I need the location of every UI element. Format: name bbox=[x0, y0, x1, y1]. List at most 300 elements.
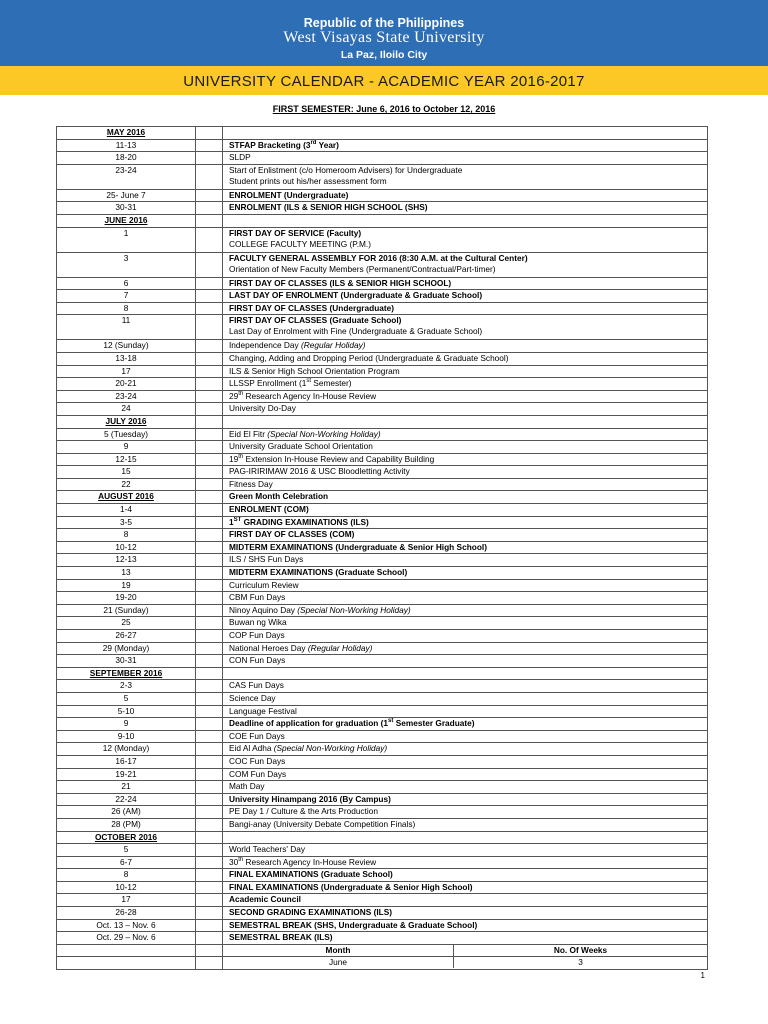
spacer-cell bbox=[196, 630, 223, 643]
event-note: (Special Non-Working Holiday) bbox=[297, 604, 411, 615]
date-cell: 12-13 bbox=[57, 554, 196, 567]
table-row bbox=[57, 844, 708, 857]
event-cell bbox=[223, 554, 708, 567]
spacer-cell bbox=[196, 415, 223, 428]
spacer-cell bbox=[196, 869, 223, 882]
event-superscript: st bbox=[388, 718, 394, 725]
event-cell bbox=[223, 290, 708, 303]
table-row bbox=[57, 881, 708, 894]
spacer-cell bbox=[196, 680, 223, 693]
event-cell bbox=[223, 164, 708, 189]
event-cell bbox=[223, 768, 708, 781]
event-text-cont: Research Agency In-House Review bbox=[243, 390, 377, 401]
date-cell: 11 bbox=[57, 315, 196, 340]
event-cell bbox=[223, 202, 708, 215]
event-cell bbox=[223, 730, 708, 743]
date-cell: 17 bbox=[57, 365, 196, 378]
event-line bbox=[229, 920, 707, 931]
event-line bbox=[229, 340, 707, 351]
event-cell bbox=[223, 579, 708, 592]
event-text: 29 bbox=[229, 390, 239, 401]
event-text: Start of Enlistment (c/o Homeroom Advisers) for Undergraduate bbox=[229, 164, 463, 175]
event-cell bbox=[223, 516, 708, 529]
event-line bbox=[229, 756, 707, 767]
month-row bbox=[57, 831, 708, 844]
event-text: Academic Council bbox=[229, 894, 301, 905]
table-row bbox=[57, 755, 708, 768]
table-row bbox=[57, 390, 708, 403]
spacer-cell bbox=[196, 365, 223, 378]
event-line bbox=[229, 781, 707, 792]
table-row bbox=[57, 705, 708, 718]
event-text: COE Fun Days bbox=[229, 730, 285, 741]
spacer-cell bbox=[196, 491, 223, 504]
date-cell: 5 (Tuesday) bbox=[57, 428, 196, 441]
event-cell bbox=[223, 529, 708, 542]
event-text: FACULTY GENERAL ASSEMBLY FOR 2016 (8:30 A.M. at the Cultural Center) bbox=[229, 252, 528, 263]
event-cell bbox=[223, 667, 708, 680]
calendar-title: UNIVERSITY CALENDAR - ACADEMIC YEAR 2016-2017 bbox=[183, 73, 585, 90]
event-cell bbox=[223, 642, 708, 655]
event-note: (Regular Holiday) bbox=[300, 340, 366, 351]
spacer-cell bbox=[196, 567, 223, 580]
date-cell: 5 bbox=[57, 692, 196, 705]
event-line bbox=[229, 441, 707, 452]
event-text: FIRST DAY OF CLASSES (Undergraduate) bbox=[229, 302, 395, 313]
spacer-cell bbox=[196, 214, 223, 227]
date-cell: 23-24 bbox=[57, 164, 196, 189]
event-line bbox=[229, 617, 707, 628]
event-text: FINAL EXAMINATIONS (Undergraduate & Senior High School) bbox=[229, 881, 473, 892]
table-row bbox=[57, 541, 708, 554]
event-text: ENROLMENT (Undergraduate) bbox=[229, 189, 349, 200]
spacer-cell bbox=[196, 252, 223, 277]
spacer-cell bbox=[196, 755, 223, 768]
event-cell bbox=[223, 504, 708, 517]
date-cell: 2-3 bbox=[57, 680, 196, 693]
spacer-cell bbox=[196, 290, 223, 303]
event-superscript: st bbox=[306, 378, 311, 385]
event-line bbox=[229, 907, 707, 918]
table-row bbox=[57, 768, 708, 781]
month-row bbox=[57, 415, 708, 428]
table-row bbox=[57, 869, 708, 882]
spacer-cell bbox=[196, 302, 223, 315]
table-row bbox=[57, 478, 708, 491]
date-cell: 30-31 bbox=[57, 655, 196, 668]
spacer-cell bbox=[196, 227, 223, 252]
event-text: 19 bbox=[229, 453, 239, 464]
event-text: Ninoy Aquino Day bbox=[229, 604, 298, 615]
spacer-cell bbox=[196, 315, 223, 340]
event-cell bbox=[223, 352, 708, 365]
event-cell bbox=[223, 277, 708, 290]
date-cell: 6-7 bbox=[57, 856, 196, 869]
spacer-cell bbox=[196, 919, 223, 932]
spacer-cell bbox=[196, 730, 223, 743]
event-cell bbox=[223, 869, 708, 882]
event-line bbox=[229, 731, 707, 742]
spacer-cell bbox=[196, 768, 223, 781]
event-line bbox=[229, 353, 707, 364]
spacer-cell bbox=[196, 139, 223, 152]
date-cell: 6 bbox=[57, 277, 196, 290]
event-cell bbox=[223, 466, 708, 479]
event-line bbox=[229, 517, 707, 528]
date-cell: 26-27 bbox=[57, 630, 196, 643]
spacer-cell bbox=[196, 516, 223, 529]
event-text: Fitness Day bbox=[229, 478, 273, 489]
table-row bbox=[57, 642, 708, 655]
event-cell bbox=[223, 403, 708, 416]
event-cell bbox=[223, 541, 708, 554]
table-row bbox=[57, 340, 708, 353]
event-cell bbox=[223, 378, 708, 391]
event-text: ENROLMENT (ILS & SENIOR HIGH SCHOOL (SHS) bbox=[229, 202, 428, 213]
event-line bbox=[229, 454, 707, 465]
date-cell: 24 bbox=[57, 403, 196, 416]
event-text: SEMESTRAL BREAK (ILS) bbox=[229, 932, 333, 943]
event-line bbox=[229, 228, 707, 239]
table-row bbox=[57, 504, 708, 517]
event-cell bbox=[223, 592, 708, 605]
event-text: PAG-IRIRIMAW 2016 & USC Bloodletting Activity bbox=[229, 466, 410, 477]
spacer-cell bbox=[196, 831, 223, 844]
spacer-cell bbox=[57, 957, 196, 970]
event-text: SECOND GRADING EXAMINATIONS (ILS) bbox=[229, 907, 393, 918]
event-cell bbox=[223, 894, 708, 907]
event-cell bbox=[223, 630, 708, 643]
date-cell: SEPTEMBER 2016 bbox=[57, 667, 196, 680]
event-line bbox=[229, 894, 707, 905]
event-line bbox=[229, 567, 707, 578]
table-row bbox=[57, 567, 708, 580]
table-row bbox=[57, 554, 708, 567]
date-cell: 30-31 bbox=[57, 202, 196, 215]
event-text: COM Fun Days bbox=[229, 768, 287, 779]
event-text: MIDTERM EXAMINATIONS (Graduate School) bbox=[229, 567, 408, 578]
event-line bbox=[229, 580, 707, 591]
event-text: ILS & Senior High School Orientation Program bbox=[229, 365, 400, 376]
table-row bbox=[57, 202, 708, 215]
spacer-cell bbox=[196, 818, 223, 831]
table-row bbox=[57, 290, 708, 303]
spacer-cell bbox=[196, 441, 223, 454]
date-cell: Oct. 13 – Nov. 6 bbox=[57, 919, 196, 932]
event-text-cont: Semester Graduate) bbox=[393, 718, 475, 729]
event-line bbox=[229, 806, 707, 817]
table-row bbox=[57, 692, 708, 705]
spacer-cell bbox=[196, 592, 223, 605]
event-cell bbox=[223, 680, 708, 693]
date-cell: 1-4 bbox=[57, 504, 196, 517]
event-text: Science Day bbox=[229, 692, 276, 703]
table-row bbox=[57, 919, 708, 932]
event-cell bbox=[223, 907, 708, 920]
event-line bbox=[229, 932, 707, 943]
spacer-cell bbox=[196, 189, 223, 202]
event-cell bbox=[223, 428, 708, 441]
event-line bbox=[229, 693, 707, 704]
spacer-cell bbox=[196, 152, 223, 165]
table-row bbox=[57, 302, 708, 315]
event-note: (Regular Holiday) bbox=[307, 642, 373, 653]
date-cell: 25- June 7 bbox=[57, 189, 196, 202]
date-cell: 16-17 bbox=[57, 755, 196, 768]
date-cell: 22 bbox=[57, 478, 196, 491]
spacer-cell bbox=[196, 957, 223, 970]
date-cell: 9-10 bbox=[57, 730, 196, 743]
spacer-cell bbox=[196, 428, 223, 441]
event-superscript: th bbox=[238, 390, 244, 397]
event-cell bbox=[223, 932, 708, 945]
event-line bbox=[229, 152, 707, 163]
event-cell bbox=[223, 755, 708, 768]
event-line bbox=[229, 844, 707, 855]
event-text: CBM Fun Days bbox=[229, 592, 286, 603]
event-cell bbox=[223, 127, 708, 140]
table-row bbox=[57, 793, 708, 806]
month-header: Month bbox=[223, 945, 454, 956]
event-text: FIRST DAY OF SERVICE (Faculty) bbox=[229, 227, 362, 238]
event-text: FIRST DAY OF CLASSES (ILS & SENIOR HIGH SCHOOL) bbox=[229, 277, 452, 288]
event-cell bbox=[223, 604, 708, 617]
spacer-cell bbox=[196, 793, 223, 806]
event-line bbox=[229, 504, 707, 515]
spacer-cell bbox=[196, 202, 223, 215]
spacer-cell bbox=[196, 378, 223, 391]
table-row bbox=[57, 152, 708, 165]
date-cell: 18-20 bbox=[57, 152, 196, 165]
spacer-cell bbox=[196, 718, 223, 731]
event-line bbox=[229, 253, 707, 264]
event-line bbox=[229, 391, 707, 402]
spacer-cell bbox=[196, 466, 223, 479]
event-text: COP Fun Days bbox=[229, 630, 285, 640]
summary-header bbox=[223, 945, 707, 956]
date-cell: 21 (Sunday) bbox=[57, 604, 196, 617]
spacer-cell bbox=[196, 944, 223, 957]
event-line bbox=[229, 403, 707, 414]
date-cell: 5-10 bbox=[57, 705, 196, 718]
event-text-cont: Extension In-House Review and Capability Building bbox=[243, 453, 435, 464]
table-row bbox=[57, 164, 708, 189]
event-line bbox=[229, 605, 707, 616]
header-republic: Republic of the Philippines bbox=[303, 16, 465, 30]
event-line bbox=[229, 479, 707, 490]
event-cell bbox=[223, 705, 708, 718]
table-row bbox=[57, 592, 708, 605]
event-text: Independence Day bbox=[229, 340, 301, 351]
event-line-2: Last Day of Enrolment with Fine (Undergraduate & Graduate School) bbox=[229, 326, 483, 337]
spacer-cell bbox=[196, 692, 223, 705]
event-text: Deadline of application for graduation (1 bbox=[229, 718, 389, 729]
date-cell: 19 bbox=[57, 579, 196, 592]
event-cell bbox=[223, 856, 708, 869]
event-text: STFAP Bracketing (3 bbox=[229, 139, 311, 150]
event-line bbox=[229, 190, 707, 201]
table-row bbox=[57, 718, 708, 731]
event-text: ILS / SHS Fun Days bbox=[229, 554, 304, 565]
event-text: LAST DAY OF ENROLMENT (Undergraduate & Graduate School) bbox=[229, 290, 483, 301]
spacer-cell bbox=[196, 617, 223, 630]
title-band bbox=[0, 66, 768, 95]
table-row bbox=[57, 617, 708, 630]
event-cell bbox=[223, 567, 708, 580]
table-row bbox=[57, 579, 708, 592]
event-text: LLSSP Enrollment (1 bbox=[229, 378, 307, 389]
table-row bbox=[57, 932, 708, 945]
table-row bbox=[57, 806, 708, 819]
spacer-cell bbox=[196, 529, 223, 542]
event-line bbox=[229, 554, 707, 565]
event-cell bbox=[223, 617, 708, 630]
event-cell bbox=[223, 139, 708, 152]
summary-month: June bbox=[223, 957, 454, 968]
event-cell bbox=[223, 919, 708, 932]
event-line bbox=[229, 869, 707, 880]
event-cell bbox=[223, 718, 708, 731]
date-cell: 29 (Monday) bbox=[57, 642, 196, 655]
table-row bbox=[57, 894, 708, 907]
table-row bbox=[57, 189, 708, 202]
table-row bbox=[57, 441, 708, 454]
date-cell: 5 bbox=[57, 844, 196, 857]
date-cell: OCTOBER 2016 bbox=[57, 831, 196, 844]
spacer-cell bbox=[196, 932, 223, 945]
event-line bbox=[229, 630, 707, 641]
event-text: 1 bbox=[229, 516, 234, 527]
event-text: PE Day 1 / Culture & the Arts Production bbox=[229, 806, 378, 817]
event-line bbox=[229, 315, 707, 326]
spacer-cell bbox=[196, 403, 223, 416]
event-line bbox=[229, 165, 707, 176]
event-text: COC Fun Days bbox=[229, 755, 286, 766]
spacer-cell bbox=[196, 127, 223, 140]
event-cell bbox=[223, 781, 708, 794]
table-row bbox=[57, 630, 708, 643]
table-row bbox=[57, 466, 708, 479]
event-text-cont: Research Agency In-House Review bbox=[243, 856, 377, 867]
event-cell bbox=[223, 315, 708, 340]
event-line bbox=[229, 857, 707, 868]
event-line bbox=[229, 769, 707, 780]
event-cell bbox=[223, 189, 708, 202]
month-row bbox=[57, 214, 708, 227]
event-line bbox=[229, 290, 707, 301]
date-cell: 25 bbox=[57, 617, 196, 630]
spacer-cell bbox=[196, 579, 223, 592]
event-line bbox=[229, 529, 707, 540]
date-cell: 9 bbox=[57, 718, 196, 731]
event-line bbox=[229, 819, 707, 830]
date-cell: AUGUST 2016 bbox=[57, 491, 196, 504]
table-row bbox=[57, 453, 708, 466]
date-cell: 8 bbox=[57, 869, 196, 882]
event-line-2: Orientation of New Faculty Members (Permanent/Contractual/Part-timer) bbox=[229, 263, 496, 274]
event-text-cont: Year) bbox=[316, 139, 339, 150]
table-row bbox=[57, 378, 708, 391]
event-cell bbox=[223, 844, 708, 857]
event-cell bbox=[223, 881, 708, 894]
spacer-cell bbox=[57, 944, 196, 957]
date-cell: 20-21 bbox=[57, 378, 196, 391]
summary-row bbox=[57, 957, 708, 970]
month-row bbox=[57, 667, 708, 680]
spacer-cell bbox=[196, 604, 223, 617]
date-cell: 12 (Monday) bbox=[57, 743, 196, 756]
spacer-cell bbox=[196, 504, 223, 517]
event-cell bbox=[223, 806, 708, 819]
event-superscript: th bbox=[238, 856, 244, 863]
spacer-cell bbox=[196, 781, 223, 794]
event-line bbox=[229, 278, 707, 289]
event-text: Eid Al Adha bbox=[229, 743, 274, 754]
spacer-cell bbox=[196, 806, 223, 819]
event-text: University Do-Day bbox=[229, 403, 296, 414]
date-cell: 15 bbox=[57, 466, 196, 479]
event-text: MIDTERM EXAMINATIONS (Undergraduate & Senior High School) bbox=[229, 541, 487, 552]
event-cell bbox=[223, 415, 708, 428]
date-cell: 19-20 bbox=[57, 592, 196, 605]
summary-weeks: 3 bbox=[578, 957, 583, 968]
event-cell bbox=[223, 818, 708, 831]
spacer-cell bbox=[196, 667, 223, 680]
event-cell bbox=[223, 390, 708, 403]
spacer-cell bbox=[196, 478, 223, 491]
event-text: CAS Fun Days bbox=[229, 680, 284, 691]
date-cell: 26 (AM) bbox=[57, 806, 196, 819]
date-cell: 13 bbox=[57, 567, 196, 580]
date-cell: 7 bbox=[57, 290, 196, 303]
date-cell: 8 bbox=[57, 529, 196, 542]
date-cell: JULY 2016 bbox=[57, 415, 196, 428]
date-cell: Oct. 29 – Nov. 6 bbox=[57, 932, 196, 945]
summary-header-row bbox=[57, 944, 708, 957]
event-cell bbox=[223, 252, 708, 277]
month-row bbox=[57, 491, 708, 504]
date-cell: 12 (Sunday) bbox=[57, 340, 196, 353]
event-note: (Special Non-Working Holiday) bbox=[267, 428, 381, 439]
date-cell: JUNE 2016 bbox=[57, 214, 196, 227]
event-text: Buwan ng Wika bbox=[229, 617, 287, 628]
table-row bbox=[57, 252, 708, 277]
spacer-cell bbox=[196, 907, 223, 920]
event-line-2: Student prints out his/her assessment form bbox=[229, 175, 387, 186]
event-text: FIRST DAY OF CLASSES (Graduate School) bbox=[229, 315, 402, 326]
event-line bbox=[229, 366, 707, 377]
date-cell: MAY 2016 bbox=[57, 127, 196, 140]
date-cell: 9 bbox=[57, 441, 196, 454]
event-cell bbox=[223, 491, 708, 504]
date-cell: 19-21 bbox=[57, 768, 196, 781]
date-cell: 26-28 bbox=[57, 907, 196, 920]
event-line bbox=[229, 202, 707, 213]
spacer-cell bbox=[196, 856, 223, 869]
table-row bbox=[57, 655, 708, 668]
event-line bbox=[229, 592, 707, 603]
event-line bbox=[229, 643, 707, 654]
spacer-cell bbox=[196, 453, 223, 466]
event-line bbox=[229, 706, 707, 717]
summary-cell bbox=[223, 957, 708, 970]
spacer-cell bbox=[196, 642, 223, 655]
event-cell bbox=[223, 152, 708, 165]
spacer-cell bbox=[196, 554, 223, 567]
event-text-cont: GRADING EXAMINATIONS (ILS) bbox=[241, 516, 369, 527]
event-text: National Heroes Day bbox=[229, 642, 308, 653]
table-row bbox=[57, 907, 708, 920]
